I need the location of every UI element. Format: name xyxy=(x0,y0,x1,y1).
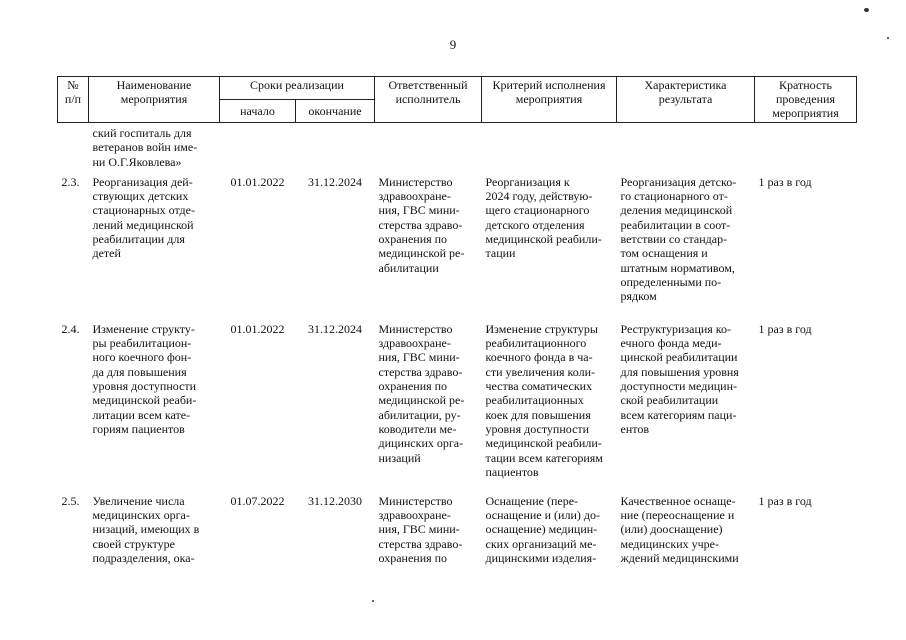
scan-speck xyxy=(864,8,869,12)
cell-executor: Министерство здравоохране- ния, ГВС мини- стерства здраво- охранения по xyxy=(378,493,463,566)
cell-end: 31.12.2024 xyxy=(308,321,362,336)
measures-table xyxy=(57,76,857,565)
table-row xyxy=(58,169,857,315)
cell-result: Реструктуризация ко- ечного фонда меди- цинской реабилитации для повышения уровня доступности медицин- ской реабилитации всем категориям паци- ентов xyxy=(620,321,739,436)
header-period: Сроки реализации xyxy=(220,77,375,100)
cell-name: ский госпиталь для ветеранов войн име- ни О.Г.Яковлева» xyxy=(92,126,198,169)
header-end: окончание xyxy=(296,100,375,123)
cell-criterion: Оснащение (пере- оснащение и (или) до- оснащение) медицин- ских организаций ме- дицинскими изделия- xyxy=(485,493,600,566)
cell-num: 2.3. xyxy=(61,174,80,189)
cell-executor: Министерство здравоохране- ния, ГВС мини- стерства здраво- охранения по медицинской ре- абилитации, ру- ководители ме- дицинских орга- низаций xyxy=(378,321,465,465)
cell-name: Реорганизация дей- ствующих детских стационарных отде- лений медицинской реабилитации для детей xyxy=(92,174,195,261)
cell-frequency: 1 раз в год xyxy=(758,321,812,336)
cell-result: Качественное оснаще- ние (переоснащение и (или) дооснащение) медицинских учре- ждений медицинскими xyxy=(620,493,739,566)
cell-start: 01.01.2022 xyxy=(230,321,285,336)
table-row xyxy=(58,486,857,565)
scan-speck xyxy=(887,37,889,39)
cell-frequency: 1 раз в год xyxy=(758,493,812,508)
cell-num: 2.5. xyxy=(61,493,80,508)
cell-executor: Министерство здравоохране- ния, ГВС мини- стерства здраво- охранения по медицинской ре- абилитации xyxy=(378,174,465,275)
header-name: Наименование мероприятия xyxy=(89,77,220,123)
cell-frequency: 1 раз в год xyxy=(758,174,812,189)
cell-start: 01.07.2022 xyxy=(230,493,285,508)
header-row xyxy=(58,77,857,100)
table-row xyxy=(58,315,857,486)
cell-name: Изменение структу- ры реабилитацион- ного коечного фон- да для повышения уровня доступности медицинской реаби- литации всем кате- гориям пациентов xyxy=(92,321,197,436)
cell-criterion: Реорганизация к 2024 году, действую- щего стационарного детского отделения медицинской реабили- тации xyxy=(485,174,602,261)
cell-num xyxy=(58,123,89,169)
cell-end: 31.12.2030 xyxy=(308,493,362,508)
scan-speck xyxy=(372,600,374,602)
header-num: № п/п xyxy=(58,77,89,123)
cell-name: Увеличение числа медицинских орга- низаций, имеющих в своей структуре подразделения, ока- xyxy=(92,493,200,566)
header-criterion: Критерий исполнения мероприятия xyxy=(482,77,617,123)
cell-num: 2.4. xyxy=(61,321,80,336)
header-executor: Ответственный исполнитель xyxy=(375,77,482,123)
header-start: начало xyxy=(220,100,296,123)
page-number: 9 xyxy=(449,37,457,52)
cell-start: 01.01.2022 xyxy=(230,174,285,189)
header-frequency: Кратность проведения мероприятия xyxy=(755,77,857,123)
continuation-row xyxy=(58,123,857,169)
cell-criterion: Изменение структуры реабилитационного коечного фонда в ча- сти увеличения коли- чества соматических реабилитационных коек для повышения уровня доступности медицинской реабили- тации всем категориям пациентов xyxy=(485,321,603,479)
header-result: Характеристика результата xyxy=(617,77,755,123)
cell-end: 31.12.2024 xyxy=(308,174,362,189)
cell-result: Реорганизация детско- го стационарного от- деления медицинской реабилитации в соот- ветствии со стандар- том оснащения и штатным нормативом, определенными по- рядком xyxy=(620,174,737,304)
